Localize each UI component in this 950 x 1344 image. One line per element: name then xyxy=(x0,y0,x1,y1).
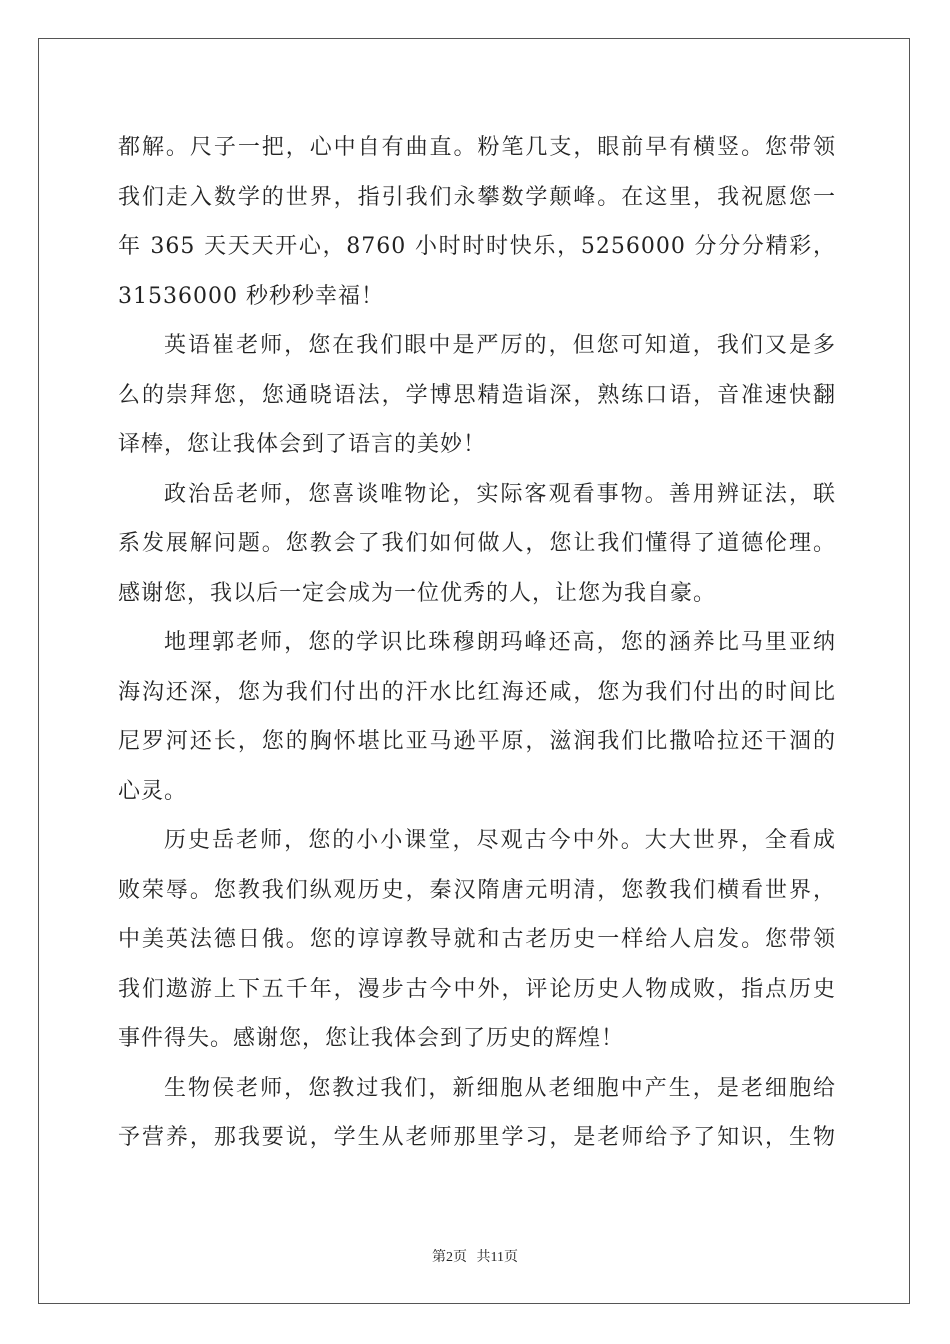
paragraph-start-line: 英语崔老师，您在我们眼中是严厉的，但您可知道，我们又是多 xyxy=(164,333,836,358)
paragraph-start-line: 历史岳老师，您的小小课堂，尽观古今中外。大大世界，全看成 xyxy=(164,828,836,853)
text-line: 年 365 天天天开心，8760 小时时时快乐，5256000 分分分精彩， xyxy=(118,234,836,259)
text-line: 我们走入数学的世界，指引我们永攀数学颠峰。在这里，我祝愿您一 xyxy=(118,184,836,210)
text-line: 我们遨游上下五千年，漫步古今中外，评论历史人物成败，指点历史 xyxy=(118,976,836,1002)
text-line: 感谢您，我以后一定会成为一位优秀的人，让您为我自豪。 xyxy=(118,580,717,606)
text-line: 31536000 秒秒秒幸福！ xyxy=(118,283,384,309)
text-line: 心灵。 xyxy=(118,778,188,804)
page-total: 共11页 xyxy=(476,1250,518,1265)
text-line: 中美英法德日俄。您的谆谆教导就和古老历史一样给人启发。您带领 xyxy=(118,927,836,952)
text-line: 都解。尺子一把，心中自有曲直。粉笔几支，眼前早有横竖。您带领 xyxy=(118,135,836,160)
text-line: 海沟还深，您为我们付出的汗水比红海还咸，您为我们付出的时间比 xyxy=(118,679,836,705)
text-line: 么的崇拜您，您通晓语法，学博思精造诣深，熟练口语，音准速快翻 xyxy=(118,382,836,408)
text-line: 事件得失。感谢您，您让我体会到了历史的辉煌！ xyxy=(118,1026,625,1051)
text-line: 译棒，您让我体会到了语言的美妙！ xyxy=(118,432,487,457)
paragraph-start-line: 政治岳老师，您喜谈唯物论，实际客观看事物。善用辨证法，联 xyxy=(164,481,836,507)
paragraph-start-line: 地理郭老师，您的学识比珠穆朗玛峰还高，您的涵养比马里亚纳 xyxy=(164,630,836,655)
text-line: 予营养，那我要说，学生从老师那里学习，是老师给予了知识，生物 xyxy=(118,1125,836,1150)
text-line: 尼罗河还长，您的胸怀堪比亚马逊平原，滋润我们比撒哈拉还干涸的 xyxy=(118,729,836,754)
document-body xyxy=(118,128,836,1168)
paragraph-start-line: 生物侯老师，您教过我们，新细胞从老细胞中产生，是老细胞给 xyxy=(164,1075,836,1101)
text-line: 败荣辱。您教我们纵观历史，秦汉隋唐元明清，您教我们横看世界， xyxy=(118,877,836,903)
page-footer xyxy=(0,1246,950,1266)
text-line: 系发展解问题。您教会了我们如何做人，您让我们懂得了道德伦理。 xyxy=(118,531,836,556)
page-number: 第2页 xyxy=(432,1250,467,1265)
